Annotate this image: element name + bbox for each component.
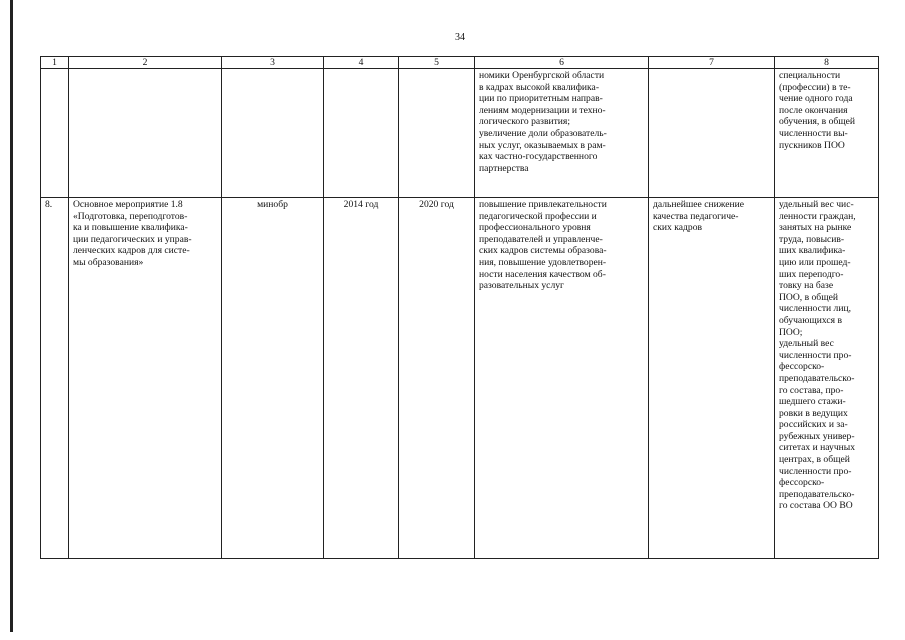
measures-table <box>40 56 879 559</box>
text-line: численности про- <box>779 465 852 477</box>
text-line: ПОО, в общей <box>779 291 838 303</box>
measure-title <box>69 198 222 559</box>
indicator-text <box>775 198 879 559</box>
text-line: ции по приоритетным направ- <box>479 93 603 105</box>
header-col-4: 4 <box>324 57 399 69</box>
text-line: рубежных универ- <box>779 430 855 442</box>
header-col-2: 2 <box>69 57 222 69</box>
text-line: чение одного года <box>779 93 853 105</box>
text-line: фессорско- <box>779 477 825 489</box>
header-row <box>41 57 879 69</box>
text-line: специальности <box>779 70 841 81</box>
text-line: цию или прошед- <box>779 256 851 268</box>
text-line: обучающихся в <box>779 314 843 326</box>
text-line: удельный вес чис- <box>779 199 854 210</box>
text-line: качества педагогиче- <box>653 210 739 222</box>
header-col-7: 7 <box>649 57 775 69</box>
cont-col6-text <box>475 69 649 198</box>
text-line: обучения, в общей <box>779 116 856 128</box>
text-line: ших квалифика- <box>779 245 846 257</box>
text-line: преподавателей и управленче- <box>479 233 603 245</box>
text-line: удельный вес <box>779 338 834 350</box>
text-line: в кадрах высокой квалифика- <box>479 81 600 93</box>
text-line: педагогической профессии и <box>479 210 597 222</box>
expected-result <box>475 198 649 559</box>
text-line: численности про- <box>779 349 852 361</box>
text-line: ских кадров системы образова- <box>479 245 607 257</box>
text-line: после окончания <box>779 104 848 116</box>
cont-col8-text <box>775 69 879 198</box>
text-line: увеличение доли образователь- <box>479 127 607 139</box>
text-line: ния, повышение удовлетворен- <box>479 256 607 268</box>
text-line: преподавательско- <box>779 372 855 384</box>
end-year: 2020 год <box>399 198 475 559</box>
text-line: ских кадров <box>653 222 703 234</box>
text-line: разовательных услуг <box>479 280 564 292</box>
text-line: профессионального уровня <box>479 222 591 234</box>
text-line: занятых на рынке <box>779 222 852 234</box>
text-line: ситетах и научных <box>779 442 856 454</box>
text-line: фессорско- <box>779 361 825 373</box>
text-line: ленности граждан, <box>779 210 856 222</box>
text-line: (профессии) в те- <box>779 81 851 93</box>
text-line: ших переподго- <box>779 268 844 280</box>
text-line: Основное мероприятие 1.8 <box>73 199 183 210</box>
text-line: повышение привлекательности <box>479 199 607 210</box>
text-line: номики Оренбургской области <box>479 70 605 81</box>
text-line: ка и повышение квалифика- <box>73 222 188 234</box>
text-line: центрах, в общей <box>779 454 850 466</box>
text-line: пускников ПОО <box>779 139 845 151</box>
header-col-6: 6 <box>475 57 649 69</box>
table-row-continuation <box>41 69 879 198</box>
header-col-8: 8 <box>775 57 879 69</box>
row-number: 8. <box>41 198 69 559</box>
text-line: преподавательско- <box>779 488 855 500</box>
text-line: ровки в ведущих <box>779 407 848 419</box>
scan-edge-line <box>10 0 13 632</box>
text-line: го состава ОО ВО <box>779 500 853 512</box>
header-col-3: 3 <box>222 57 324 69</box>
text-line: ПОО; <box>779 326 803 338</box>
start-year: 2014 год <box>324 198 399 559</box>
responsible-executor: минобр <box>222 198 324 559</box>
text-line: ках частно-государственного <box>479 151 598 163</box>
text-line: партнерства <box>479 162 529 174</box>
text-line: товку на базе <box>779 280 834 292</box>
header-col-5: 5 <box>399 57 475 69</box>
text-line: лениям модернизации и техно- <box>479 104 606 116</box>
text-line: го состава, про- <box>779 384 844 396</box>
text-line: шедшего стажи- <box>779 396 846 408</box>
text-line: численности лиц, <box>779 303 852 315</box>
text-line: численности вы- <box>779 127 848 139</box>
text-line: ции педагогических и управ- <box>73 233 192 245</box>
header-col-1: 1 <box>41 57 69 69</box>
text-line: российских и за- <box>779 419 848 431</box>
text-line: труда, повысив- <box>779 233 845 245</box>
text-line: ленческих кадров для систе- <box>73 245 190 257</box>
consequences-text <box>649 198 775 559</box>
text-line: ности населения качеством об- <box>479 268 606 280</box>
text-line: ных услуг, оказываемых в рам- <box>479 139 606 151</box>
text-line: «Подготовка, переподготов- <box>73 210 188 222</box>
table-row-measure-1-8 <box>41 198 879 559</box>
text-line: дальнейшее снижение <box>653 199 745 210</box>
text-line: логического развития; <box>479 116 571 128</box>
text-line: мы образования» <box>73 256 144 268</box>
page-number: 34 <box>455 32 465 43</box>
